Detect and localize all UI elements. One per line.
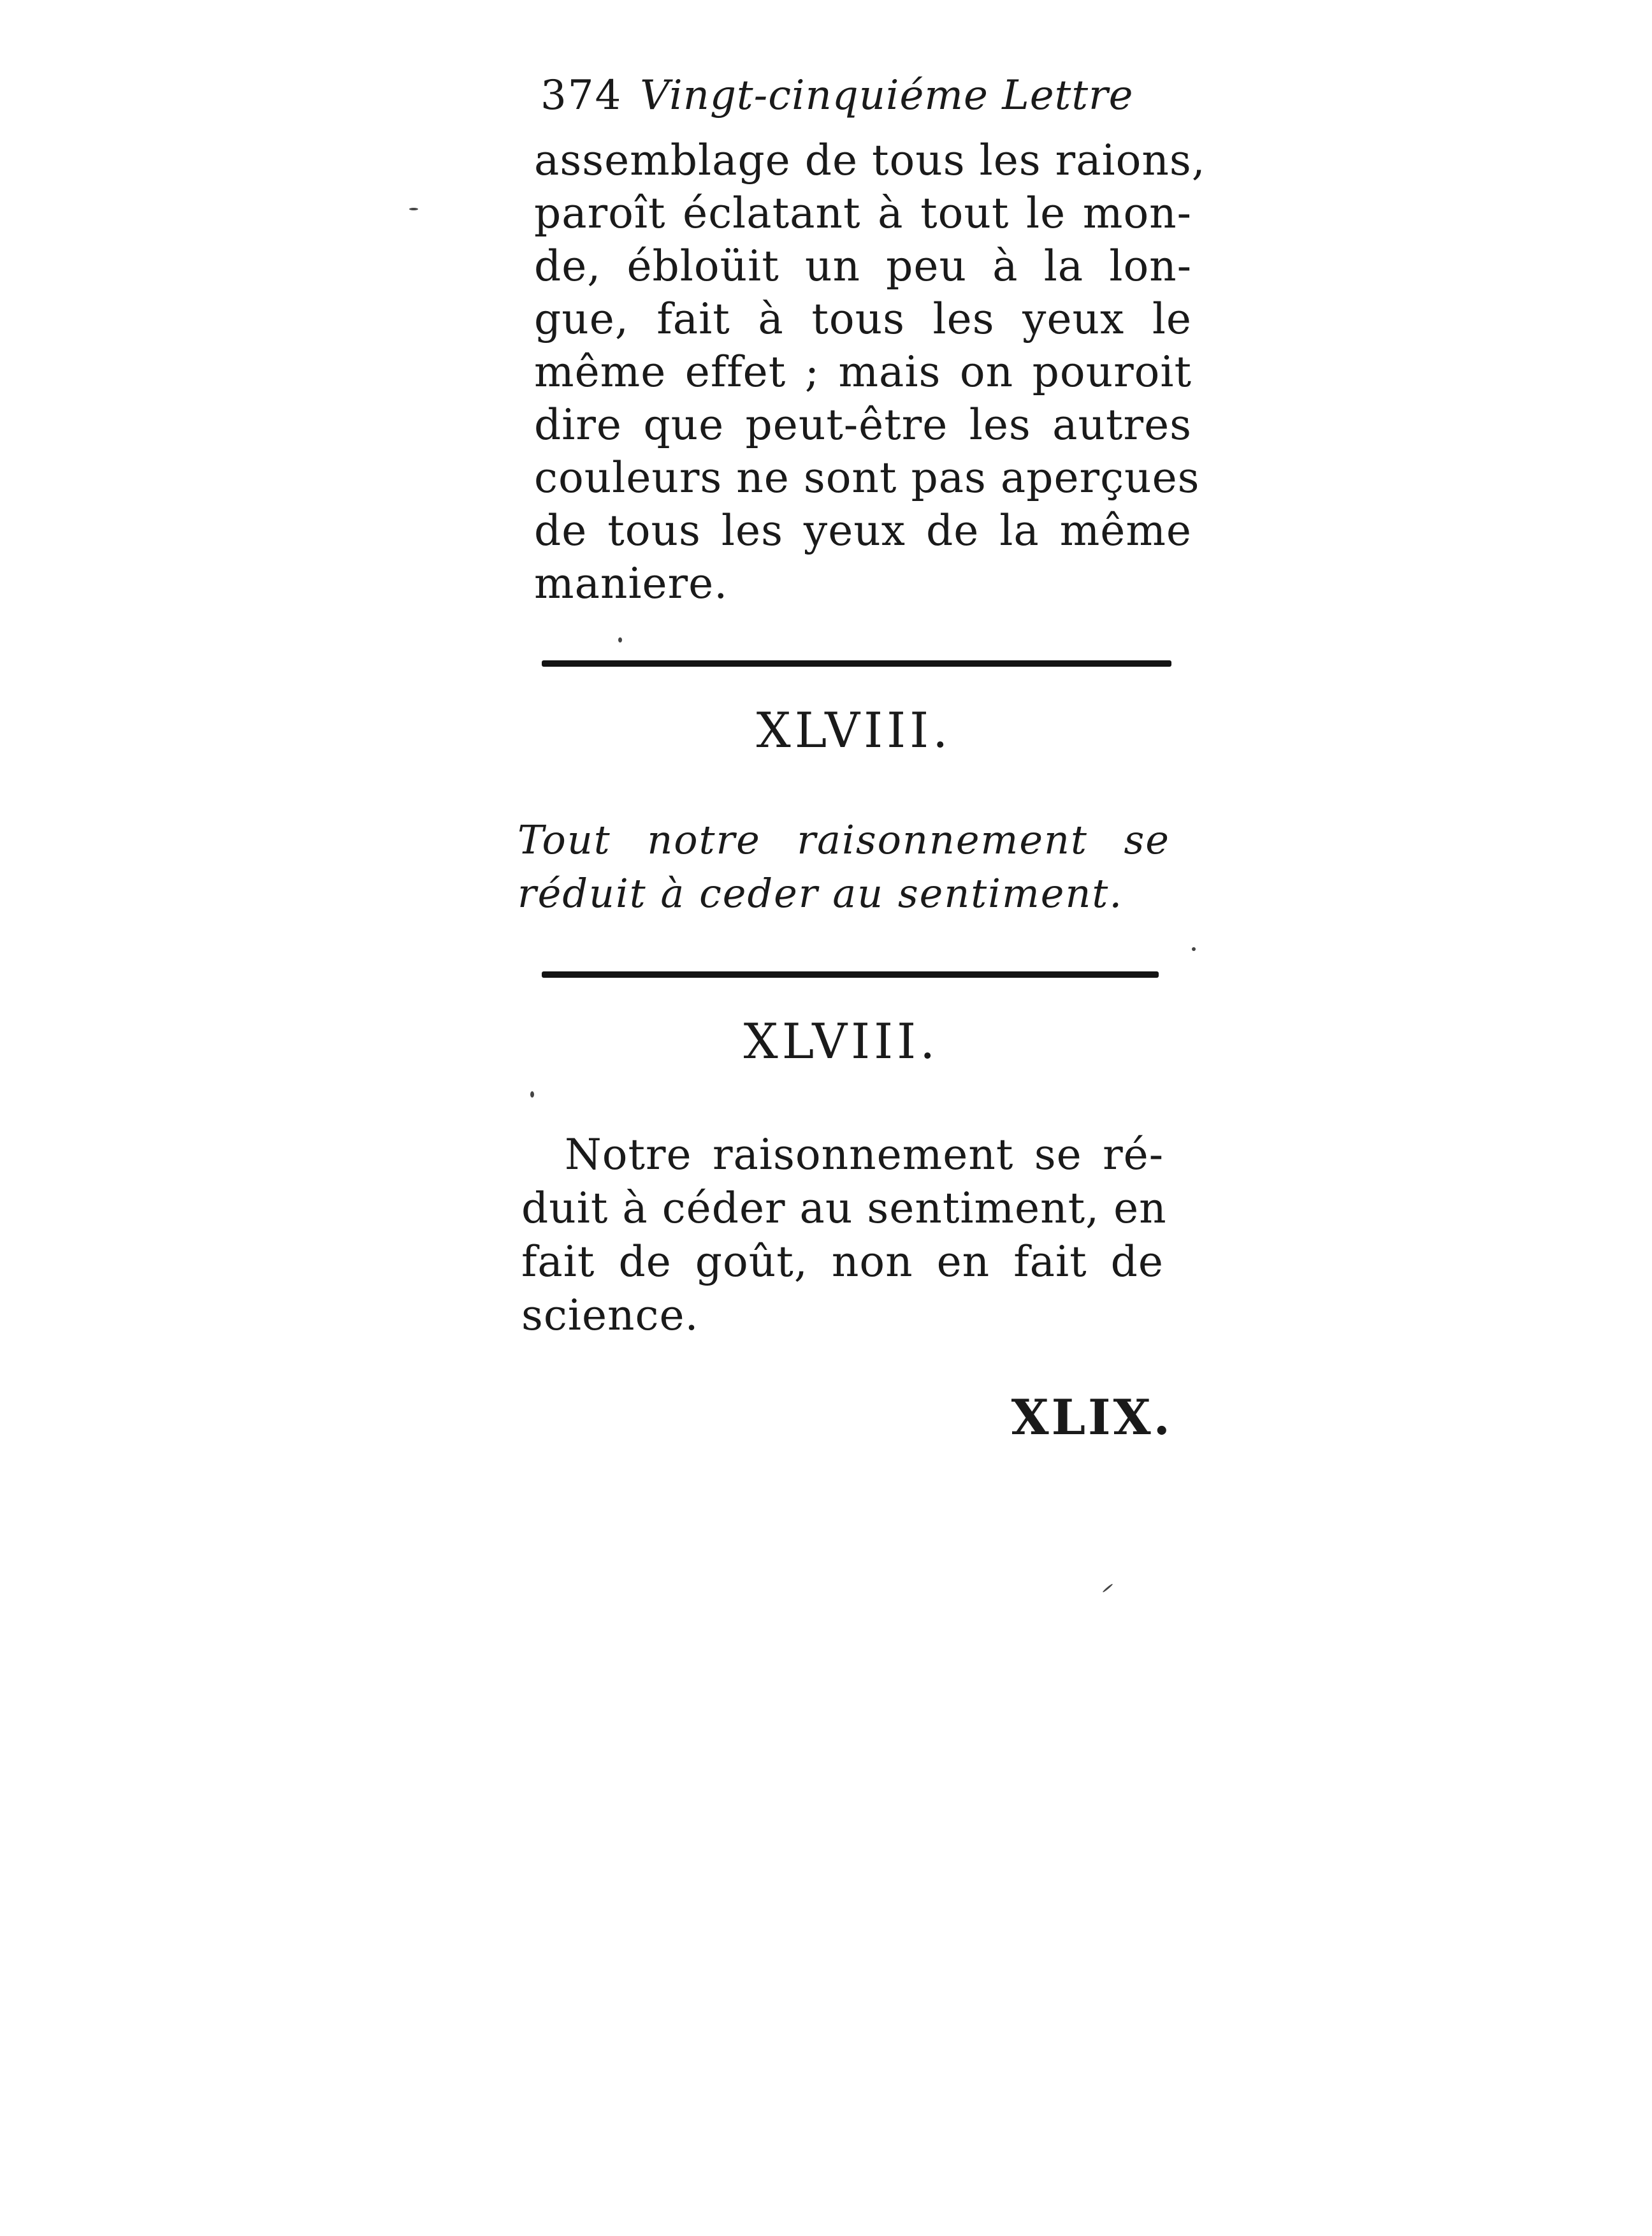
scan-speck xyxy=(618,637,622,642)
running-head xyxy=(540,72,1165,133)
text-line: paroît éclatant à tout le mon- xyxy=(534,189,1192,238)
text-line: de tous les yeux de la même xyxy=(534,506,1192,555)
text-line: gue, fait à tous les yeux le xyxy=(534,294,1192,344)
text-line: duit à céder au sentiment, en xyxy=(521,1184,1167,1233)
scan-speck xyxy=(1192,947,1196,951)
text-line: maniere. xyxy=(534,559,728,608)
text-line: fait de goût, non en fait de xyxy=(521,1237,1164,1286)
maxim-line: réduit à ceder au sentiment. xyxy=(518,870,1124,917)
section-numeral: XLVIII. xyxy=(756,702,952,759)
text-line: Notre raisonnement se ré- xyxy=(565,1130,1164,1179)
text-line: assemblage de tous les raions, xyxy=(534,136,1206,185)
scan-speck xyxy=(530,1091,534,1098)
text-line: même effet ; mais on pouroit xyxy=(534,347,1192,396)
running-title: Vingt-cinquiéme Lettre xyxy=(640,72,1134,119)
scan-speck xyxy=(409,208,418,210)
maxim-line: Tout notre raisonnement se xyxy=(518,817,1170,863)
text-line: de, ébloüit un peu à la lon- xyxy=(534,242,1192,291)
text-line: science. xyxy=(521,1291,699,1340)
page-number: 374 xyxy=(540,72,623,119)
text-line: dire que peut-être les autres xyxy=(534,400,1192,449)
section-divider-rule xyxy=(542,971,1159,978)
maxim-italic xyxy=(518,813,1170,920)
section-numeral: XLVIII. xyxy=(743,1013,939,1070)
section-paragraph xyxy=(521,1128,1167,1342)
scan-speck xyxy=(1102,1583,1113,1593)
catchword: XLIX. xyxy=(1011,1389,1173,1446)
text-line: couleurs ne sont pas aperçues xyxy=(534,453,1200,502)
section-divider-rule xyxy=(542,660,1171,667)
continuation-paragraph xyxy=(534,134,1206,610)
